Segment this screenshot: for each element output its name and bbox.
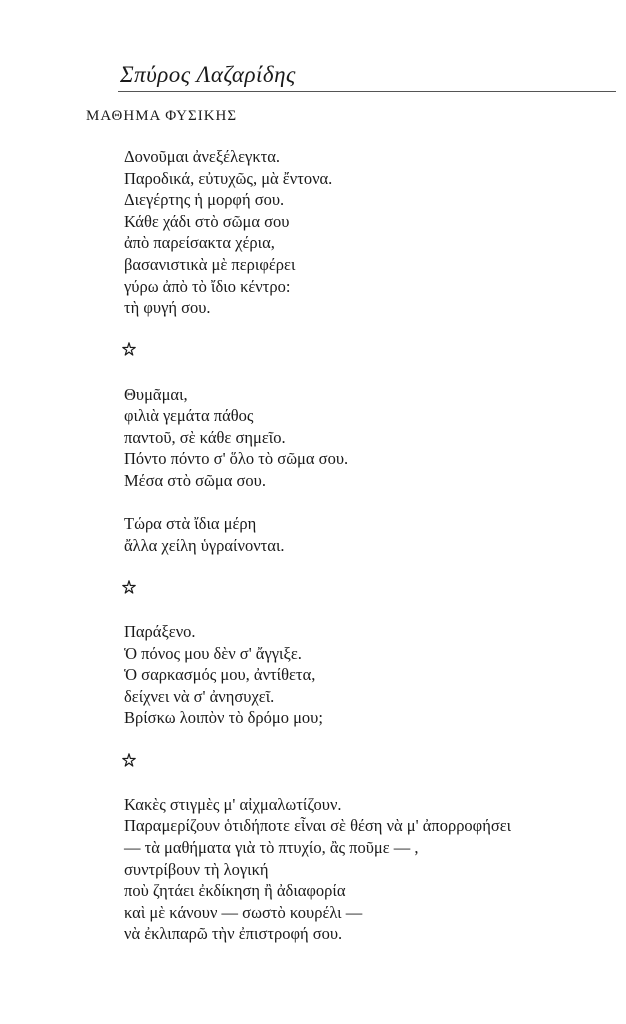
poem-line: Ὁ πόνος μου δὲν σ' ἄγγιξε.: [124, 643, 302, 663]
section-break: [124, 578, 604, 600]
section-break: [124, 340, 604, 362]
stanza-gap: [124, 772, 604, 794]
poem-line: Κάθε χάδι στὸ σῶμα σου: [124, 211, 290, 231]
poem-line: Μέσα στὸ σῶμα σου.: [124, 470, 266, 490]
poem-line: παντοῦ, σὲ κάθε σημεῖο.: [124, 427, 286, 447]
stanza-gap: [124, 599, 604, 621]
poem-line: δείχνει νὰ σ' ἀνησυχεῖ.: [124, 686, 275, 706]
poem-line: Κακὲς στιγμὲς μ' αἰχμαλωτίζουν.: [124, 794, 342, 814]
stanza-2: [124, 384, 604, 492]
poem-body: [124, 146, 604, 945]
poem-line: Παραμερίζουν ὁτιδήποτε εἶναι σὲ θέση νὰ μ' ἀπορροφήσει: [124, 816, 512, 836]
poem-line: Παράξενο.: [124, 622, 196, 642]
poem-line: ἀπὸ παρείσακτα χέρια,: [124, 233, 275, 253]
stanza-gap: [124, 556, 604, 578]
stanza-5: [124, 794, 604, 945]
poem-line: ποὺ ζητάει ἐκδίκηση ἢ ἀδιαφορία: [124, 881, 346, 901]
poem-line: βασανιστικὰ μὲ περιφέρει: [124, 254, 296, 274]
poem-line: συντρίβουν τὴ λογική: [124, 859, 269, 879]
stanza-gap: [124, 729, 604, 751]
header-rule: [118, 91, 616, 92]
asterism-star-icon: [122, 753, 136, 767]
running-header-author: Σπύρος Λαζαρίδης: [120, 62, 296, 87]
poem-line: — τὰ μαθήματα γιὰ τὸ πτυχίο, ἂς ποῦμε — ,: [124, 838, 419, 857]
stanza-1: [124, 146, 604, 319]
stanza-gap: [124, 362, 604, 384]
poem-line: Τώρα στὰ ἴδια μέρη: [124, 514, 257, 534]
poem-line: φιλιὰ γεμάτα πάθος: [124, 406, 254, 426]
asterism-star-icon: [122, 580, 136, 594]
poem-line: νὰ ἐκλιπαρῶ τὴν ἐπιστροφή σου.: [124, 924, 343, 944]
asterism-star-icon: [122, 342, 136, 356]
stanza-4: [124, 621, 604, 729]
poem-line: Θυμᾶμαι,: [124, 384, 188, 404]
stanza-3: [124, 513, 604, 556]
poem-line: Διεγέρτης ἡ μορφή σου.: [124, 190, 285, 210]
poem-line: Πόντο πόντο σ' ὅλο τὸ σῶμα σου.: [124, 449, 349, 469]
poem-line: Ὁ σαρκασμός μου, ἀντίθετα,: [124, 665, 316, 685]
poem-line: Βρίσκω λοιπὸν τὸ δρόμο μου;: [124, 708, 323, 728]
poem-line: ἄλλα χείλη ὑγραίνονται.: [124, 535, 285, 555]
stanza-gap: [124, 319, 604, 341]
poem-line: καὶ μὲ κάνουν — σωστὸ κουρέλι —: [124, 902, 363, 922]
poem-line: Δονοῦμαι ἀνεξέλεγκτα.: [124, 147, 281, 166]
poem-title: ΜΑΘΗΜΑ ΦΥΣΙΚΗΣ: [86, 108, 238, 124]
section-break: [124, 751, 604, 773]
poem-line: γύρω ἀπὸ τὸ ἴδιο κέντρο:: [124, 276, 291, 296]
poem-line: Παροδικά, εὐτυχῶς, μὰ ἔντονα.: [124, 168, 333, 188]
poem-line: τὴ φυγή σου.: [124, 298, 211, 318]
stanza-gap: [124, 492, 604, 514]
